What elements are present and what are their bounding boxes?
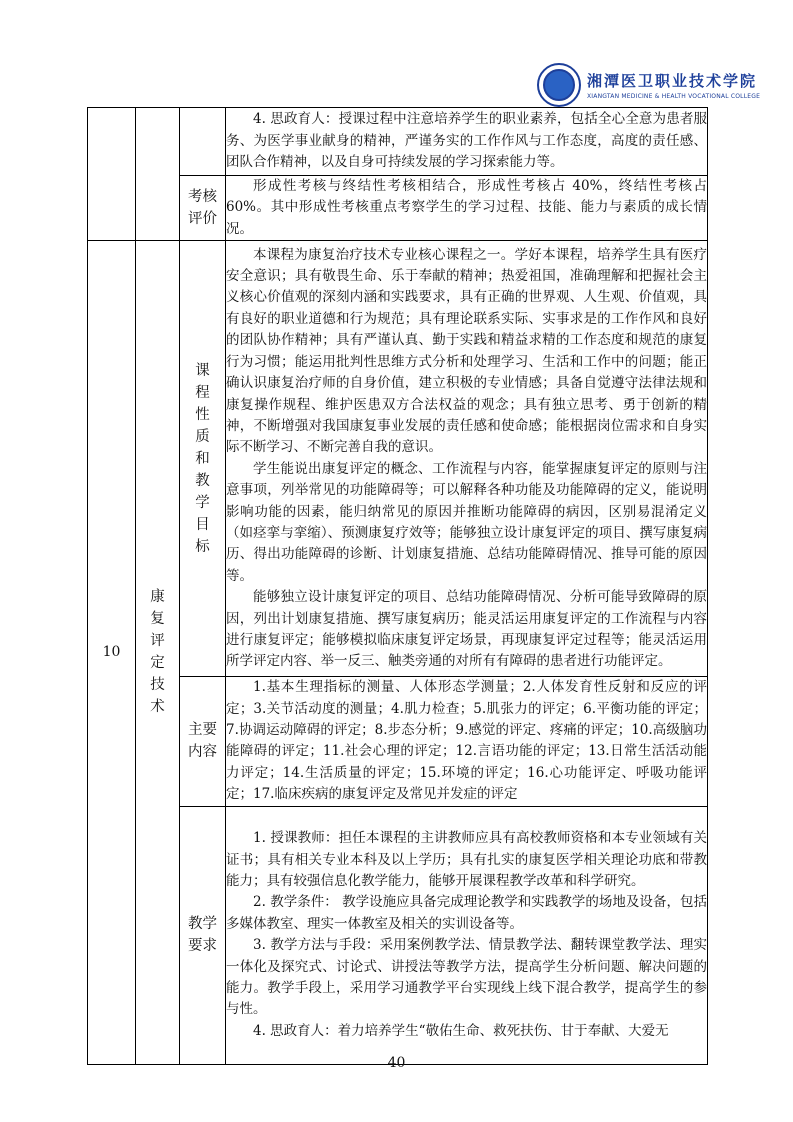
goals-label: 课程性质和教学目标 <box>180 241 226 677</box>
requirements-paragraph-4: 4. 思政育人：着力培养学生“敬佑生命、救死扶伤、甘于奉献、大爱无 <box>253 1022 669 1039</box>
prev-course-cell <box>136 108 180 241</box>
table-row-assessment <box>88 176 708 241</box>
table-row-content <box>88 677 708 806</box>
requirements-paragraph-2: 2. 教学条件： 教学设施应具备完成理论教学和实践教学的场地及设备，包括多媒体教室、理实一体教室及相关的实训设备等。 <box>226 894 707 932</box>
goals-cell <box>226 241 708 677</box>
course-number: 10 <box>88 241 136 1064</box>
goals-paragraph-2: 学生能说出康复评定的概念、工作流程与内容，能掌握康复评定的原则与注意事项，列举常见的功能障碍等；可以解释各种功能及功能障碍的定义，能说明影响功能的因素，能归纳常见的原因并推断功能障碍的病因，区别易混淆定义（如痉挛与挛缩）、预测康复疗效等；能够独立设计康复评定的项目、撰写康复病历、得出功能障碍的诊断、计划康复措施、总结功能障碍情况、推导可能的原因等。 <box>226 460 707 584</box>
course-table <box>87 107 708 1065</box>
course-name: 康复评定技术 <box>136 241 180 1064</box>
requirements-paragraph-1: 1. 授课教师：担任本课程的主讲教师应具有高校教师资格和本专业领域有关证书；具有相关专业本科及以上学历；具有扎实的康复医学相关理论功底和带教能力；具有较强信息化教学能力，能够开展课程教学改革和科学研究。 <box>226 830 707 889</box>
assessment-label: 考核评价 <box>180 176 226 241</box>
requirements-label: 教学要求 <box>180 806 226 1064</box>
prev-label-cell <box>180 108 226 176</box>
prev-sizheng-cell <box>226 108 708 176</box>
content-text: 1.基本生理指标的测量、人体形态学测量；2.人体发育性反射和反应的评定；3.关节活动度的测量；4.肌力检查；5.肌张力的评定；6.平衡功能的评定；7.协调运动障碍的评定；8.步态分析；9.感觉的评定、疼痛的评定；10.高级脑功能障碍的评定；11.社会心理的评定；12.言语功能的评定；13.日常生活活动能力评定；14.生活质量的评定；15.环境的评定；16.心功能评定、呼吸功能评定；17.临床疾病的康复评定及常见并发症的评定 <box>226 679 707 803</box>
table-row-sizheng-prev <box>88 108 708 176</box>
table-row-goals <box>88 241 708 677</box>
requirements-paragraph-3: 3. 教学方法与手段：采用案例教学法、情景教学法、翻转课堂教学法、理实一体化及探究式、讨论式、讲授法等教学方法，提高学生分析问题、解决问题的能力。教学手段上，采用学习通教学平台实现线上线下混合教学，提高学生的参与性。 <box>226 937 707 1018</box>
assessment-text: 形成性考核与终结性考核相结合，形成性考核占 40%，终结性考核占 60%。其中形成性考核重点考察学生的学习过程、技能、能力与素质的成长情况。 <box>226 178 707 237</box>
college-logo <box>537 63 760 107</box>
content-label: 主要内容 <box>180 677 226 806</box>
goals-paragraph-3: 能够独立设计康复评定的项目、总结功能障碍情况、分析可能导致障碍的原因，列出计划康复措施、撰写康复病历；能灵活运用康复评定的工作流程与内容进行康复评定；能够模拟临床康复评定场景，再现康复评定过程等；能灵活运用所学评定内容、举一反三、触类旁通的对所有有障碍的患者进行功能评定。 <box>226 589 707 670</box>
goals-paragraph-1: 本课程为康复治疗技术专业核心课程之一。学好本课程，培养学生具有医疗安全意识；具有敬畏生命、乐于奉献的精神；热爱祖国，准确理解和把握社会主义核心价值观的深刻内涵和实践要求，具有正确的世界观、人生观、价值观，具有良好的职业道德和行为规范；具有理论联系实际、实事求是的工作作风和良好的团队协作精神；具有严谨认真、勤于实践和精益求精的工作态度和规范的康复行为习惯；能运用批判性思维方式分析和处理学习、生活和工作中的问题；能正确认识康复治疗师的自身价值，建立积极的专业情感；具备自觉遵守法律法规和康复操作规程、维护医患双方合法权益的观念；具有独立思考、勇于创新的精神，不断增强对我国康复事业发展的责任感和使命感；能根据岗位需求和自身实际不断学习、不断完善自我的意识。 <box>226 246 707 456</box>
page-number: 40 <box>387 1055 406 1071</box>
table-row-requirements <box>88 806 708 1064</box>
content-cell <box>226 677 708 806</box>
logo-english-name: XIANGTAN MEDICINE & HEALTH VOCATIONAL COLLEGE <box>587 93 761 100</box>
requirements-cell <box>226 806 708 1064</box>
assessment-cell <box>226 176 708 241</box>
prev-sizheng-text: 4. 思政育人：授课过程中注意培养学生的职业素养，包括全心全意为患者服务、为医学事业献身的精神，严谨务实的工作作风与工作态度，高度的责任感、团队合作精神，以及自身可持续发展的学习探索能力等。 <box>226 111 707 171</box>
college-emblem-icon <box>537 63 581 107</box>
logo-chinese-name: 湘潭医卫职业技术学院 <box>587 72 758 90</box>
prev-number-cell <box>88 108 136 241</box>
